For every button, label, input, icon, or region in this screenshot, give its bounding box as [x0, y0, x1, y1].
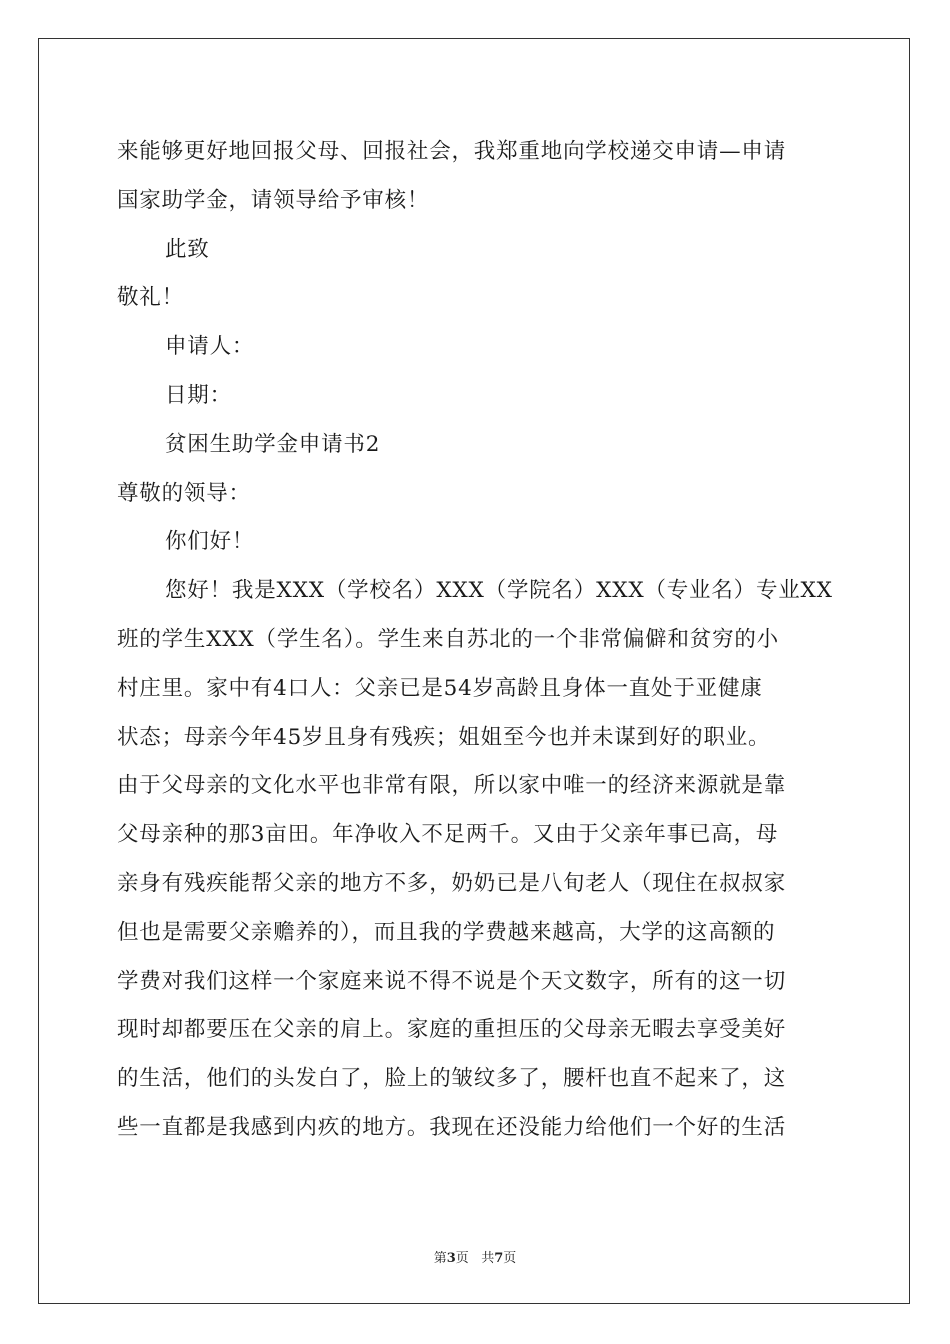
closing-phrase: 此致 [165, 236, 210, 262]
paragraph-line: 亲身有残疾能帮父亲的地方不多，奶奶已是八旬老人（现住在叔叔家 [117, 870, 787, 896]
paragraph-line: 状态；母亲今年45岁且身有残疾；姐姐至今也并未谋到好的职业。 [117, 724, 771, 750]
paragraph-line: 来能够更好地回报父母、回报社会，我郑重地向学校递交申请—申请 [117, 139, 787, 164]
paragraph-line: 些一直都是我感到内疚的地方。我现在还没能力给他们一个好的生活 [117, 1114, 787, 1140]
salutation-closing: 敬礼！ [117, 285, 184, 311]
total-prefix: 共 [481, 1251, 495, 1266]
total-pages-number: 7 [494, 1251, 504, 1266]
paragraph-line: 您好！我是XXX（学校名）XXX（学院名）XXX（专业名）专业XX [165, 578, 833, 604]
paragraph-line: 父母亲种的那3亩田。年净收入不足两千。又由于父亲年事已高，母 [117, 822, 779, 848]
applicant-label: 申请人： [165, 334, 255, 360]
paragraph-line: 国家助学金，请领导给予审核！ [117, 187, 430, 213]
total-suffix: 页 [503, 1251, 517, 1266]
paragraph-line: 但也是需要父亲赡养的），而且我的学费越来越高，大学的这高额的 [117, 919, 776, 945]
paragraph-line: 的生活，他们的头发白了，脸上的皱纹多了，腰杆也直不起来了，这 [117, 1066, 787, 1092]
paragraph-line: 由于父母亲的文化水平也非常有限，所以家中唯一的经济来源就是靠 [117, 773, 787, 799]
section-title: 贫困生助学金申请书2 [165, 431, 381, 457]
letter-opening: 你们好！ [165, 529, 255, 555]
page-footer [0, 1247, 950, 1266]
paragraph-line: 现时却都要压在父亲的肩上。家庭的重担压的父母亲无暇去享受美好 [117, 1017, 787, 1043]
letter-greeting: 尊敬的领导： [117, 480, 251, 506]
page-suffix: 页 [455, 1251, 469, 1266]
document-body [117, 128, 835, 1153]
paragraph-line: 村庄里。家中有4口人：父亲已是54岁高龄且身体一直处于亚健康 [117, 675, 763, 701]
page-prefix: 第 [433, 1251, 447, 1266]
date-label: 日期： [165, 382, 232, 408]
paragraph-line: 学费对我们这样一个家庭来说不得不说是个天文数字，所有的这一切 [117, 968, 787, 994]
paragraph-line: 班的学生XXX（学生名）。学生来自苏北的一个非常偏僻和贫穷的小 [117, 626, 779, 652]
current-page-number: 3 [446, 1251, 456, 1266]
